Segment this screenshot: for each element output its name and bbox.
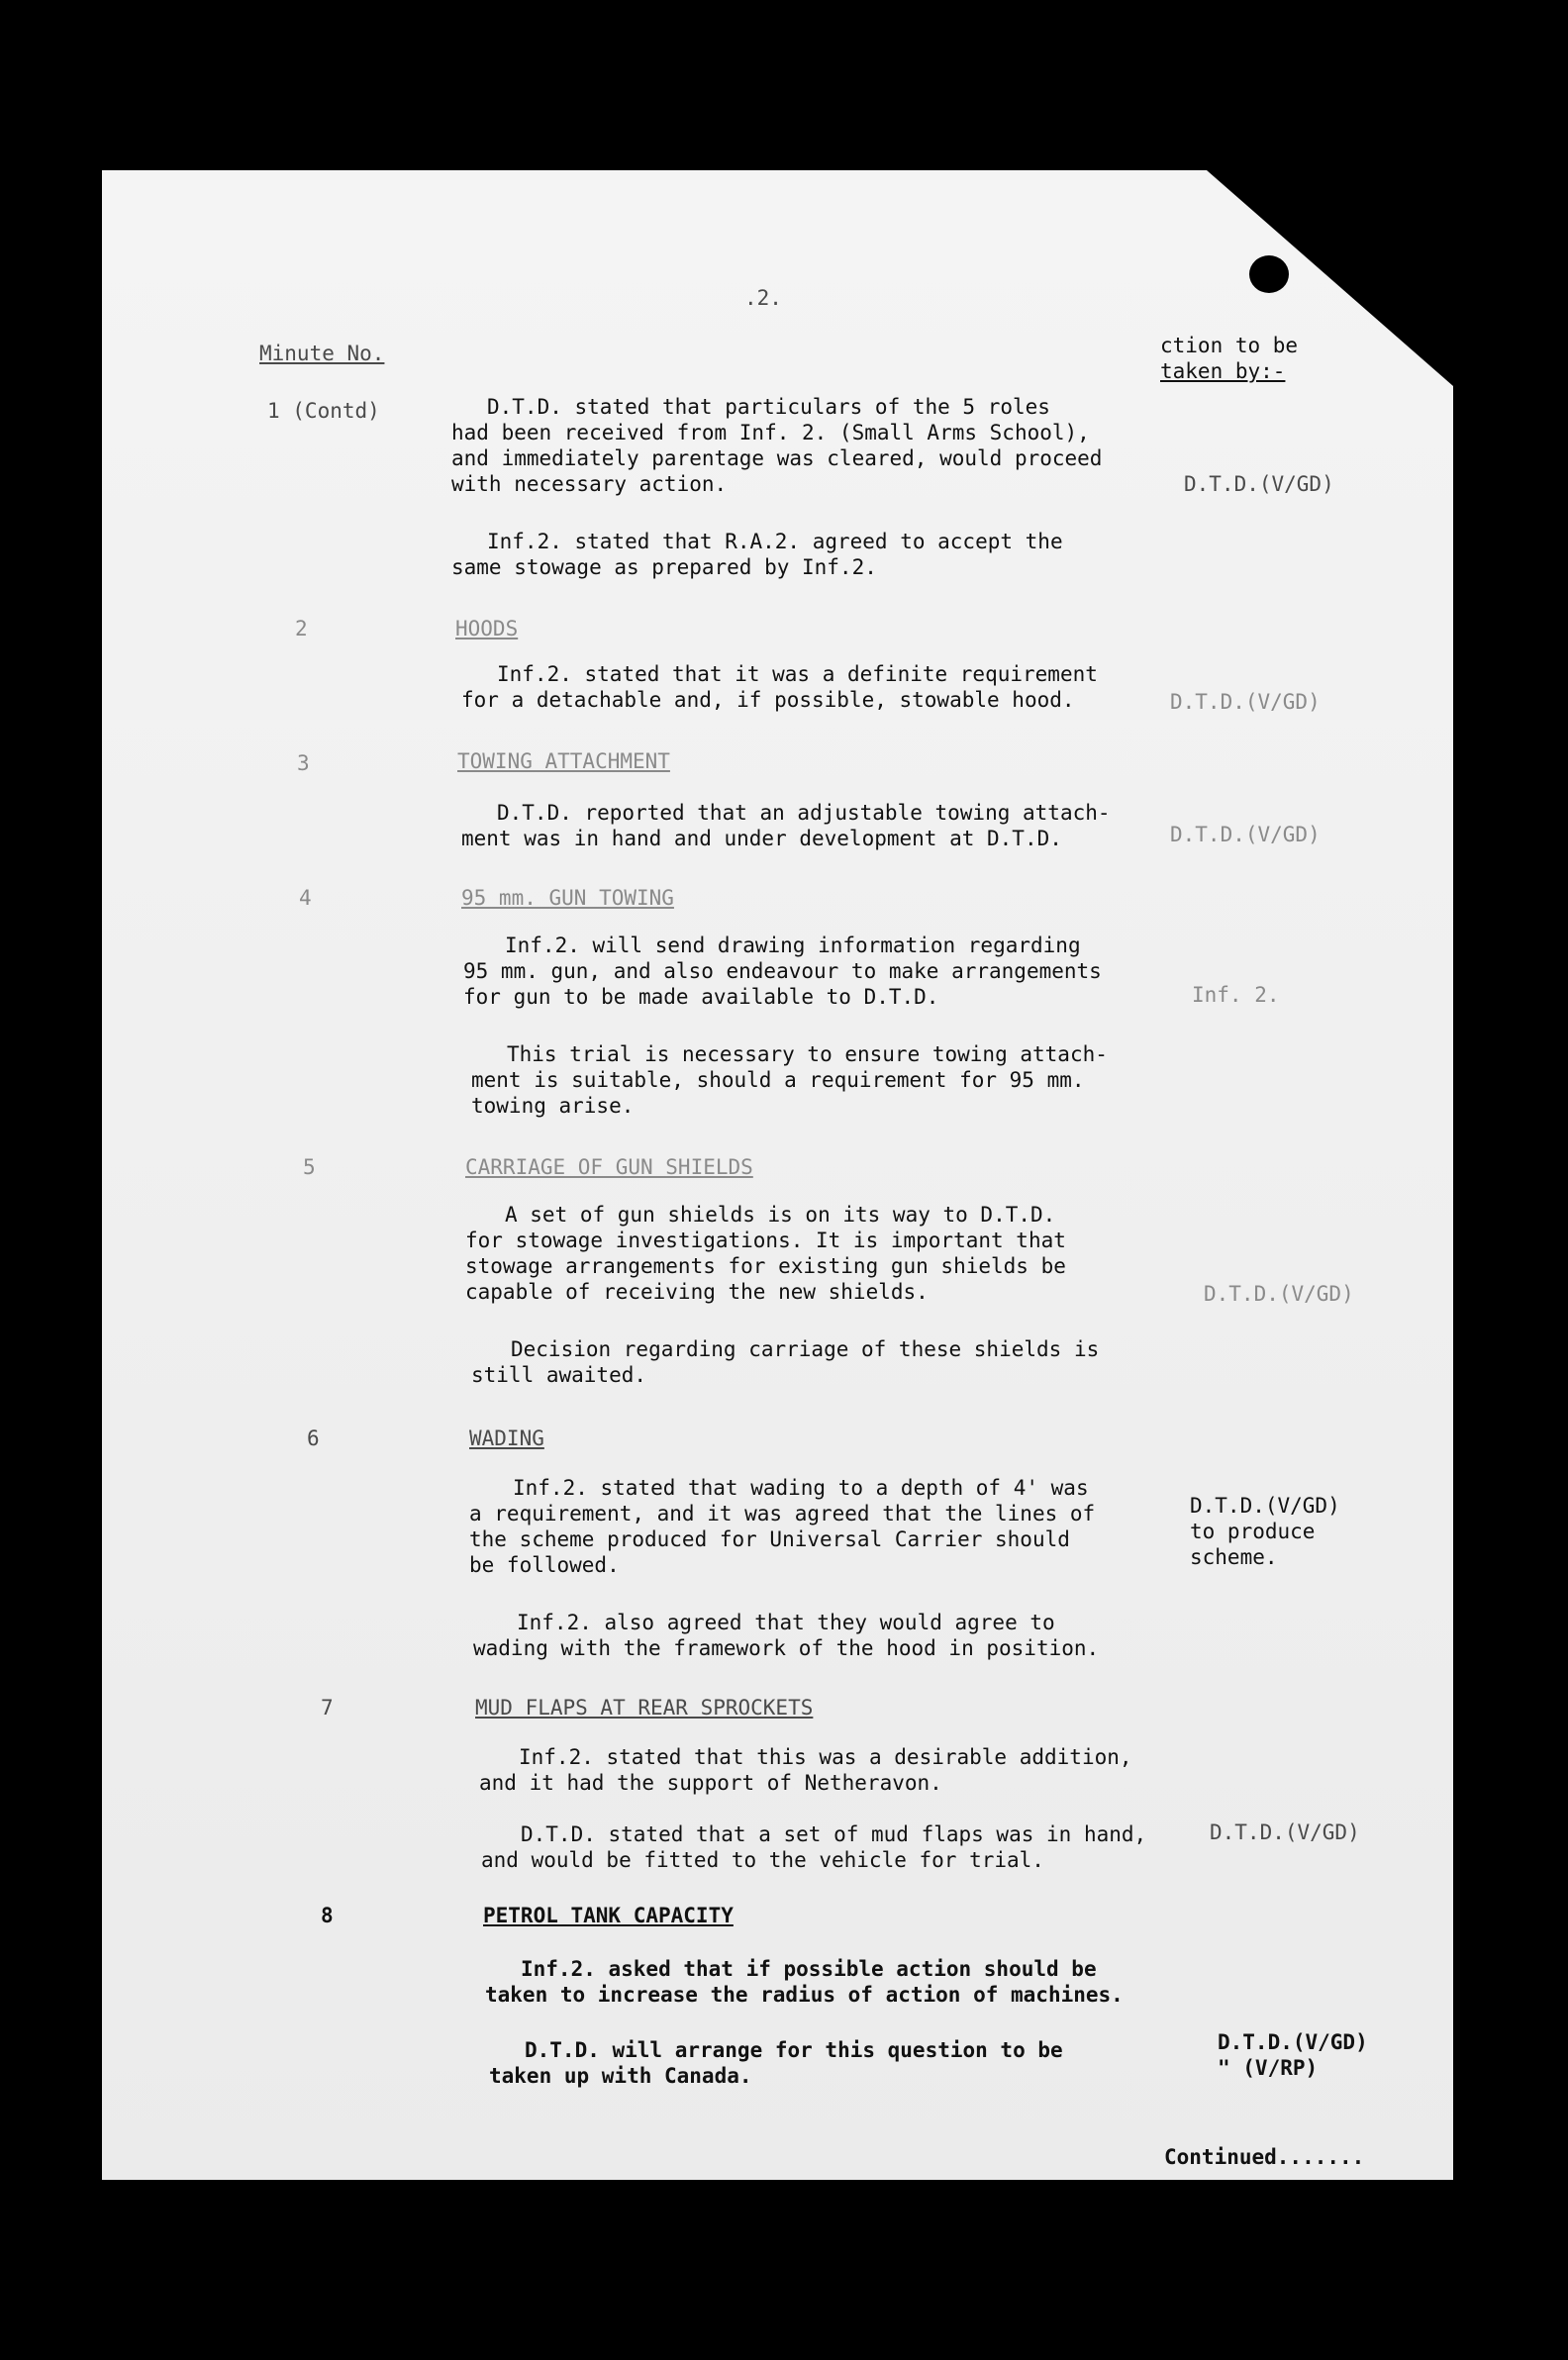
text-line: and it had the support of Netheravon.: [479, 1771, 942, 1795]
text-line: still awaited.: [471, 1363, 647, 1387]
column-header-minute: Minute No.: [259, 342, 385, 365]
section-heading: MUD FLAPS AT REAR SPROCKETS: [475, 1696, 814, 1720]
text-line: for a detachable and, if possible, stowable hood.: [461, 688, 1075, 712]
action-entry: D.T.D.(V/GD): [1170, 823, 1321, 846]
text-line: D.T.D.(V/GD): [1190, 1494, 1340, 1518]
text-line: for stowage investigations. It is important that: [465, 1229, 1066, 1252]
minute-number: 2: [295, 617, 308, 640]
column-header-action-line: taken by:-: [1160, 359, 1286, 383]
section-heading: PETROL TANK CAPACITY: [483, 1904, 734, 1927]
text-line: This trial is necessary to ensure towing attach-: [507, 1042, 1108, 1066]
action-entry: D.T.D.(V/GD): [1210, 1820, 1360, 1844]
action-entry: [1190, 1493, 1340, 1570]
minute-paragraph: [451, 394, 1102, 497]
action-entry: D.T.D.(V/GD): [1204, 1282, 1354, 1306]
text-line: same stowage as prepared by Inf.2.: [451, 555, 877, 579]
text-line: D.T.D. reported that an adjustable towing attach-: [497, 801, 1111, 825]
minute-number: 7: [321, 1696, 334, 1720]
action-entry: D.T.D.(V/GD): [1170, 690, 1321, 714]
minute-paragraph: [489, 2037, 1063, 2089]
minute-number: 6: [307, 1426, 320, 1450]
section-heading: WADING: [469, 1426, 544, 1450]
text-line: D.T.D. stated that particulars of the 5 roles: [487, 395, 1050, 419]
minute-number: 5: [303, 1155, 316, 1179]
text-line: towing arise.: [471, 1094, 635, 1118]
text-line: " (V/RP): [1218, 2056, 1319, 2080]
minute-number: 8: [321, 1904, 334, 1927]
continued-note: Continued.......: [1164, 2145, 1365, 2169]
text-line: D.T.D.(V/GD): [1218, 2030, 1368, 2054]
minute-paragraph: [485, 1956, 1124, 2008]
text-line: Inf.2. stated that wading to a depth of 4' was: [513, 1476, 1089, 1500]
section-heading: CARRIAGE OF GUN SHIELDS: [465, 1155, 753, 1179]
minute-paragraph: [471, 1336, 1099, 1388]
minute-paragraph: [461, 800, 1111, 851]
text-line: Inf.2. asked that if possible action should be: [521, 1957, 1097, 1981]
text-line: be followed.: [469, 1553, 620, 1577]
minute-number: 4: [299, 886, 312, 910]
page-number: .2.: [744, 286, 782, 310]
section-heading: TOWING ATTACHMENT: [457, 749, 670, 773]
text-line: taken up with Canada.: [489, 2064, 752, 2088]
column-header-action-line: ction to be: [1160, 334, 1299, 357]
text-line: the scheme produced for Universal Carrier should: [469, 1527, 1070, 1551]
action-entry: [1218, 2029, 1368, 2081]
text-line: wading with the framework of the hood in position.: [473, 1636, 1100, 1660]
minute-number: 1 (Contd): [267, 399, 380, 423]
minute-paragraph: [473, 1610, 1099, 1661]
text-line: Inf.2. stated that R.A.2. agreed to accept the: [487, 530, 1063, 553]
text-line: Inf.2. stated that this was a desirable addition,: [519, 1745, 1132, 1769]
column-header-action: [1160, 333, 1298, 384]
text-line: Inf.2. will send drawing information regarding: [505, 934, 1081, 957]
text-line: A set of gun shields is on its way to D.T.D.: [505, 1203, 1056, 1227]
minute-paragraph: [451, 529, 1063, 580]
punch-hole: [1249, 255, 1289, 293]
text-line: Inf.2. also agreed that they would agree to: [517, 1611, 1055, 1634]
text-line: had been received from Inf. 2. (Small Arms School),: [451, 421, 1090, 444]
text-line: and would be fitted to the vehicle for trial.: [481, 1848, 1044, 1872]
text-line: Inf.2. stated that it was a definite requirement: [497, 662, 1098, 686]
text-line: ment is suitable, should a requirement for 95 mm.: [471, 1068, 1085, 1092]
minute-paragraph: [469, 1475, 1095, 1578]
minute-paragraph: [465, 1202, 1066, 1305]
text-line: to produce: [1190, 1520, 1316, 1543]
text-line: Decision regarding carriage of these shields is: [511, 1337, 1100, 1361]
text-line: scheme.: [1190, 1545, 1278, 1569]
action-entry: Inf. 2.: [1192, 983, 1280, 1007]
text-line: with necessary action.: [451, 472, 728, 496]
text-line: a requirement, and it was agreed that the lines of: [469, 1502, 1096, 1525]
text-line: for gun to be made available to D.T.D.: [463, 985, 939, 1009]
minute-paragraph: [463, 933, 1102, 1010]
text-line: D.T.D. stated that a set of mud flaps was in hand,: [521, 1822, 1147, 1846]
text-line: stowage arrangements for existing gun shields be: [465, 1254, 1066, 1278]
action-entry: D.T.D.(V/GD): [1184, 472, 1334, 496]
text-line: taken to increase the radius of action of machines.: [485, 1983, 1124, 2007]
text-line: 95 mm. gun, and also endeavour to make arrangements: [463, 959, 1102, 983]
text-line: D.T.D. will arrange for this question to be: [525, 2038, 1063, 2062]
text-line: capable of receiving the new shields.: [465, 1280, 929, 1304]
minute-paragraph: [479, 1744, 1132, 1796]
minute-paragraph: [461, 661, 1098, 713]
text-line: and immediately parentage was cleared, would proceed: [451, 446, 1103, 470]
minute-number: 3: [297, 751, 310, 775]
minute-paragraph: [481, 1821, 1146, 1873]
text-line: ment was in hand and under development at D.T.D.: [461, 827, 1062, 850]
section-heading: HOODS: [455, 617, 519, 640]
minute-paragraph: [471, 1041, 1108, 1119]
section-heading: 95 mm. GUN TOWING: [461, 886, 674, 910]
